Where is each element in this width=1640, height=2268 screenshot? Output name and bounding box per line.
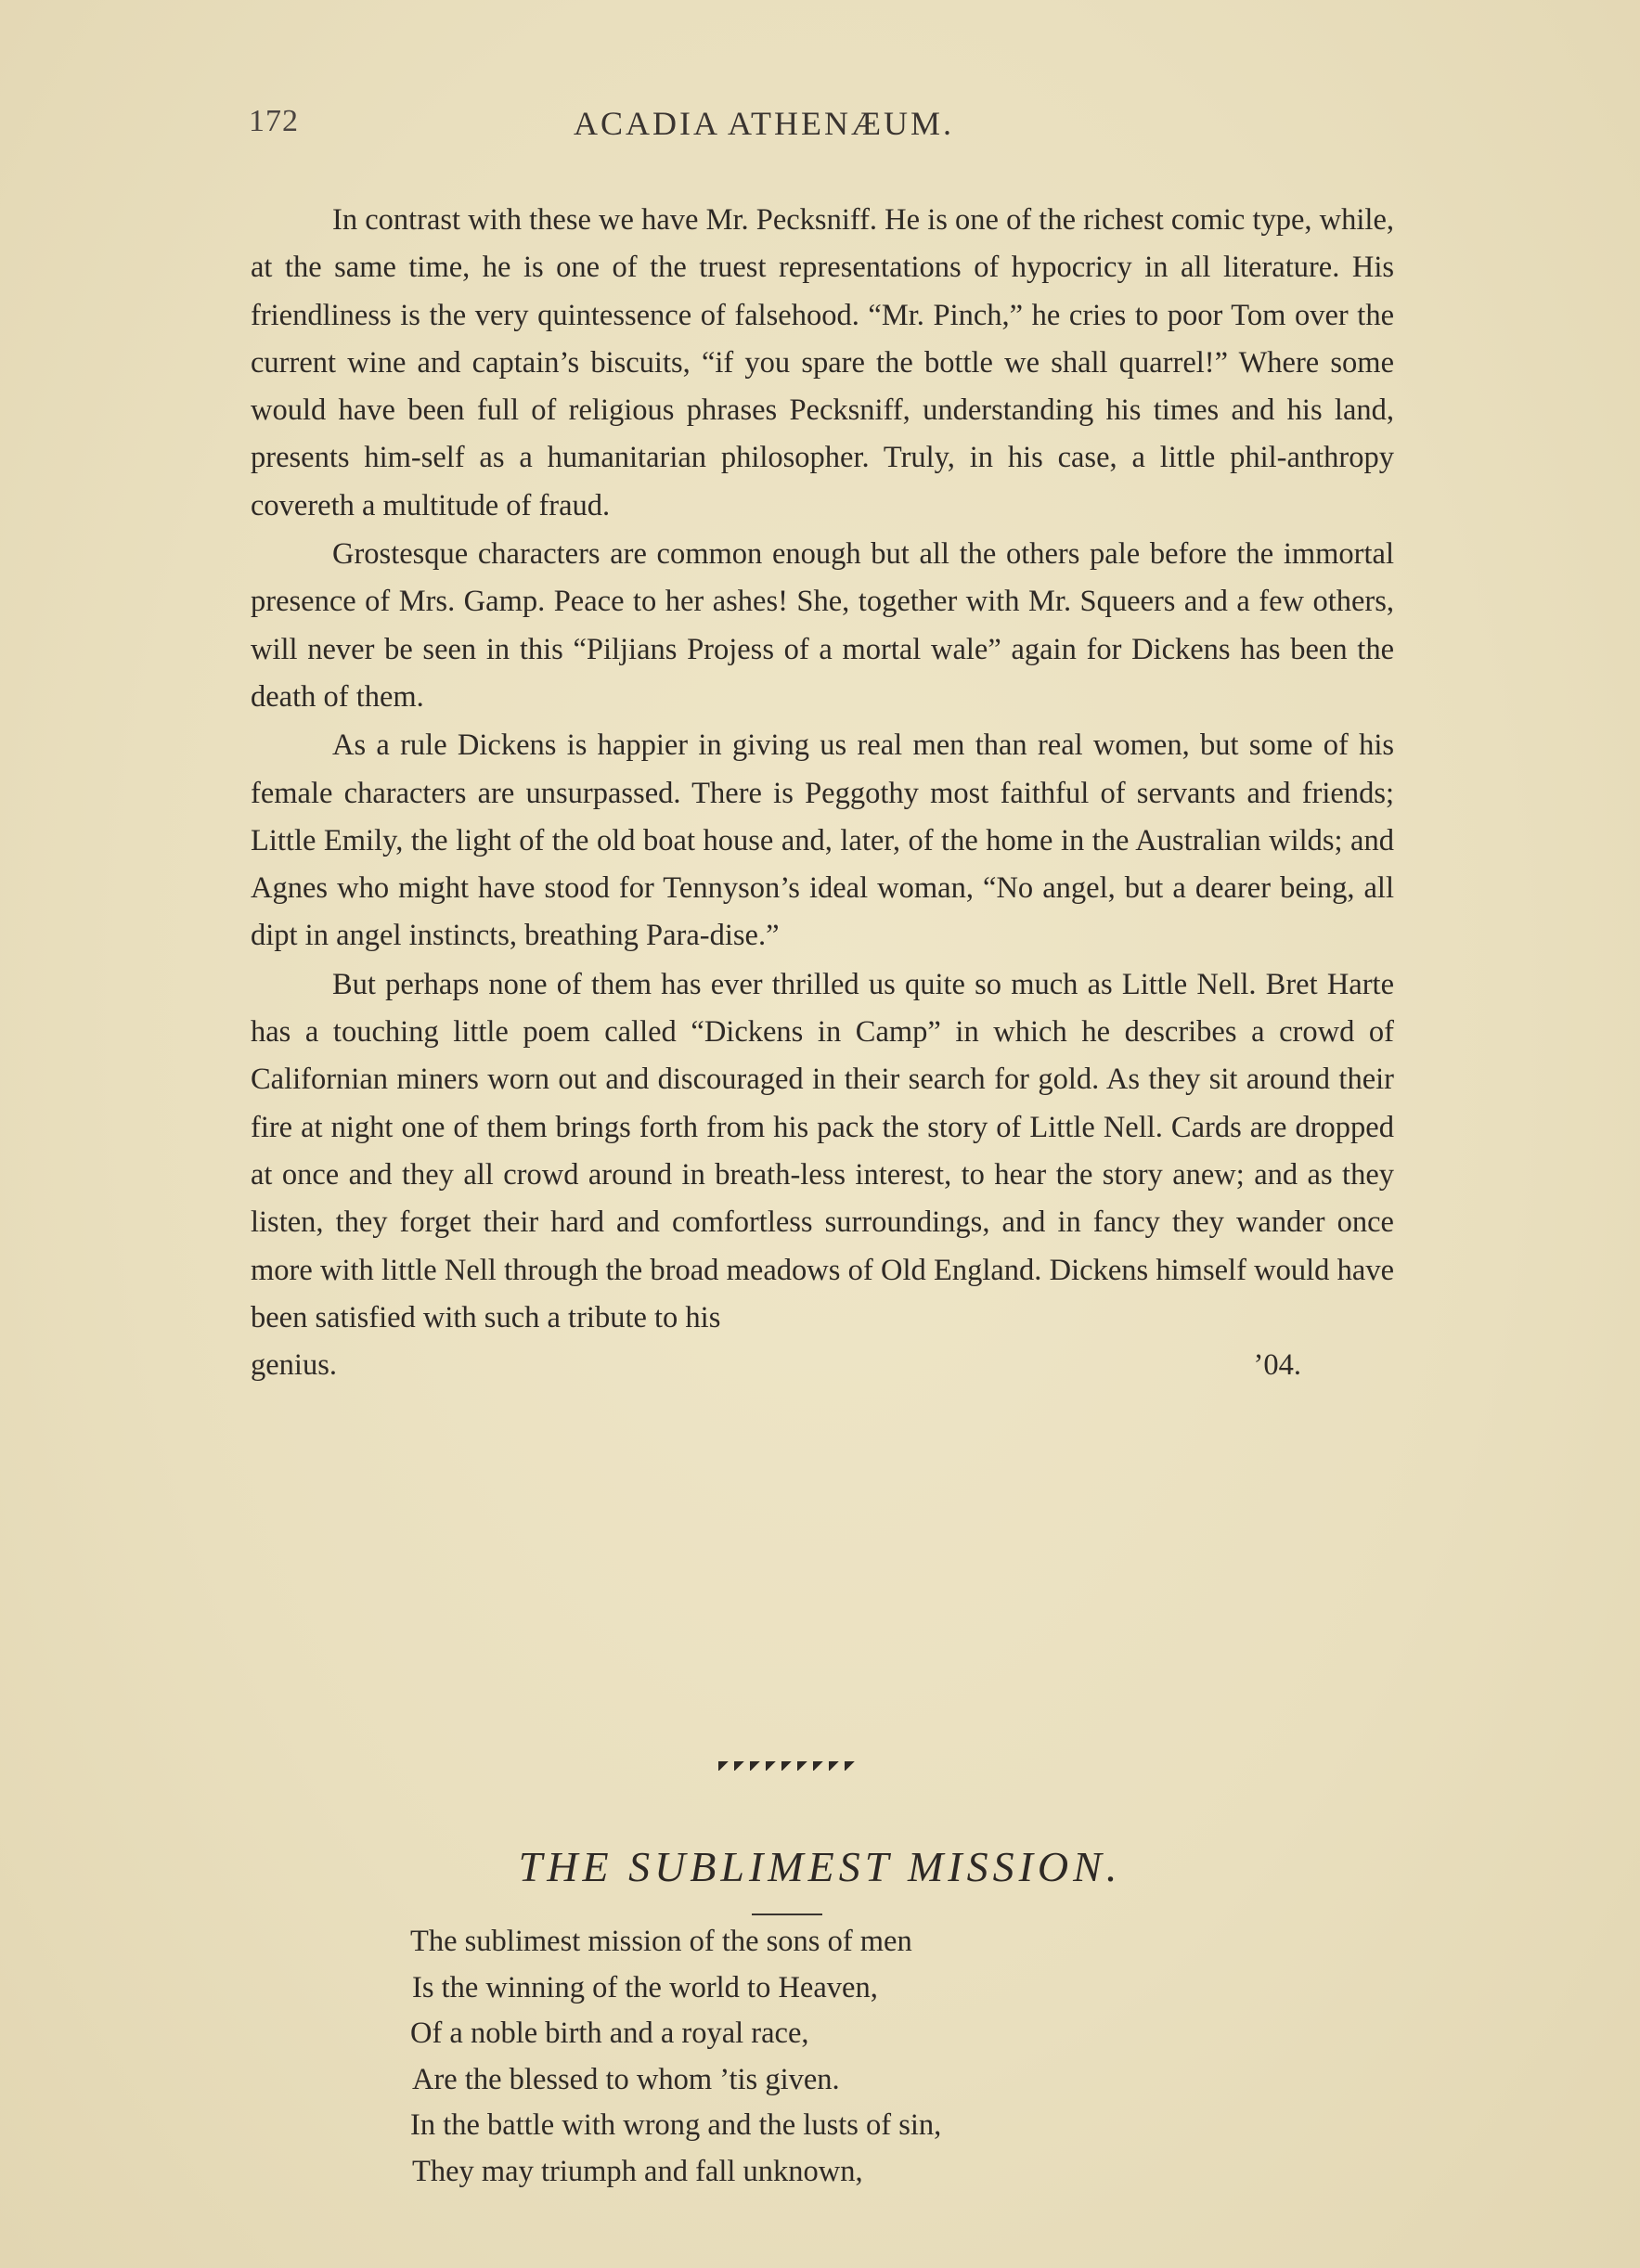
section-divider-ornament [718, 1761, 867, 1774]
title-rule [752, 1914, 822, 1915]
paragraph: Grostesque characters are common enough but all the others pale before the immortal presence of Mrs. Gamp. Peace to her ashes! She, together with Mr. Squeers and a few others, will never be seen in this “Piljians Projess of a mortal wale” again for Dickens has been the death of them. [251, 537, 1394, 714]
closing-word: genius. [251, 1348, 337, 1383]
poem-line: Are the blessed to whom ’tis given. [412, 2062, 840, 2096]
page-header [249, 104, 1400, 160]
poem-line: Of a noble birth and a royal race, [410, 2017, 809, 2050]
poem-title: THE SUBLIMEST MISSION. [518, 1843, 1122, 1890]
running-title: ACADIA ATHENÆUM. [574, 105, 955, 142]
paragraph: As a rule Dickens is happier in giving us real men than real women, but some of his female characters are unsurpassed. There is Peggothy most faithful of servants and friends; Little Emily, the light of the old boat house and, later, of the home in the Australian wilds; and Agnes who might have stood for Tennyson’s ideal woman, “No angel, but a dearer being, all dipt in angel instincts, breathing Para-dise.” [251, 728, 1394, 953]
paragraph: But perhaps none of them has ever thrilled us quite so much as Little Nell. Bret Harte has a touching little poem called “Dickens in Camp” in which he describes a crowd of Californian miners worn out and discouraged in their search for gold. As they sit around their fire at night one of them brings forth from his pack the story of Little Nell. Cards are dropped at once and they all crowd around in breath-less interest, to hear the story anew; and as they listen, they forget their hard and comfortless surroundings, and in fancy they wander once more with little Nell through the broad meadows of Old England. Dickens himself would have been satisfied with such a tribute to his [251, 967, 1394, 1334]
poem-line: Is the winning of the world to Heaven, [412, 1970, 878, 2004]
poem-body [410, 1919, 1246, 2195]
poem-line: They may triumph and fall unknown, [412, 2154, 863, 2188]
closing-line [251, 1342, 1394, 1389]
author-signature: ’04. [1253, 1348, 1301, 1383]
poem-line: In the battle with wrong and the lusts of sin, [410, 2108, 942, 2142]
paragraph: In contrast with these we have Mr. Pecksniff. He is one of the richest comic type, while, at the same time, he is one of the truest representations of hypocricy in all literature. His friendliness is the very quintessence of falsehood. “Mr. Pinch,” he cries to poor Tom over the current wine and captain’s biscuits, “if you spare the bottle we shall quarrel!” Where some would have been full of religious phrases Pecksniff, understanding his times and his land, presents him-self as a humanitarian philosopher. Truly, in his case, a little phil-anthropy covereth a multitude of fraud. [251, 203, 1394, 522]
page-number: 172 [249, 104, 299, 138]
poem-line: The sublimest mission of the sons of men [410, 1925, 912, 1958]
article-body [251, 197, 1394, 1389]
